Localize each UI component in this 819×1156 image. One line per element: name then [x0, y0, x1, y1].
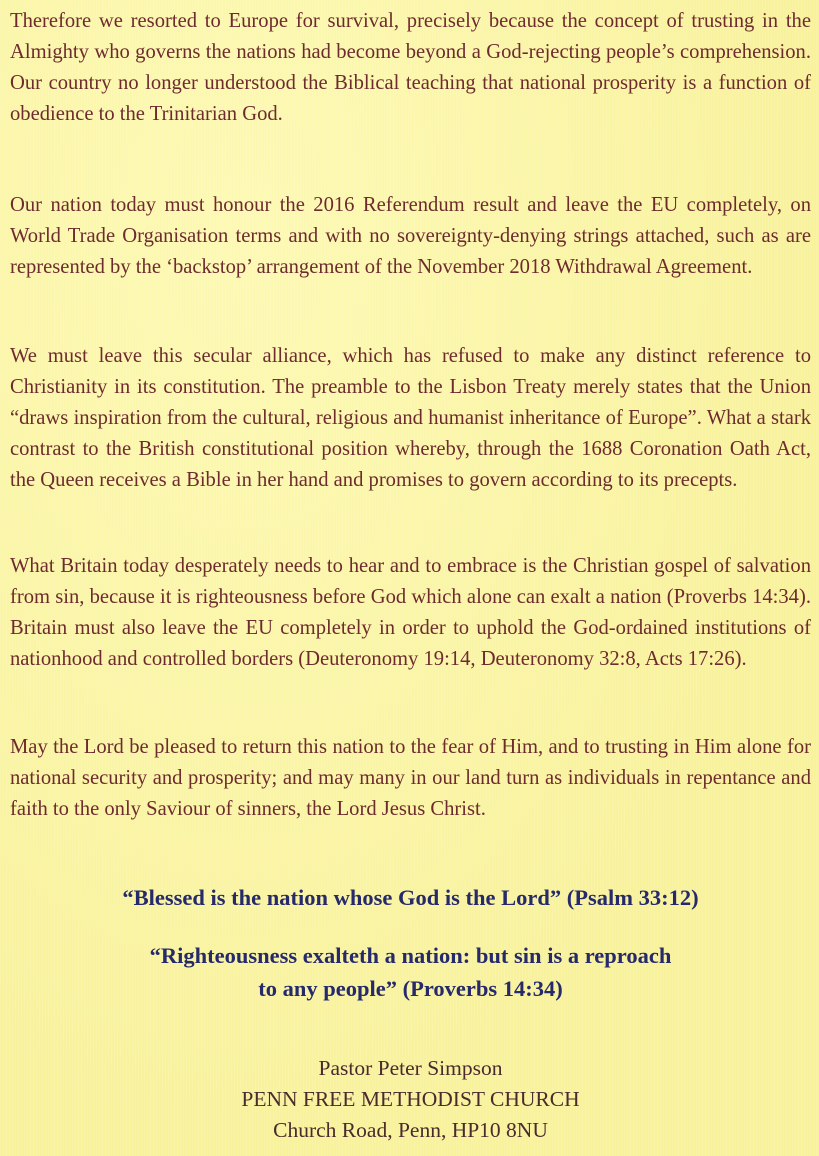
document-page	[10, 0, 811, 1156]
paragraph-3: We must leave this secular alliance, which has refused to make any distinct reference to Christianity in its constitution. The preamble to the Lisbon Treaty merely states that the Union “draws inspiration from the cultural, religious and humanist inheritance of Europe”. What a stark contrast to the British constitutional position whereby, through the 1688 Coronation Oath Act, the Queen receives a Bible in her hand and promises to govern according to its precepts.	[10, 345, 811, 491]
scripture-quote-proverbs-line-2: to any people” (Proverbs 14:34)	[258, 976, 563, 1001]
paragraph-5: May the Lord be pleased to return this nation to the fear of Him, and to trusting in Him alone for national security and prosperity; and may many in our land turn as individuals in repentance and faith to the only Saviour of sinners, the Lord Jesus Christ.	[10, 736, 811, 820]
paragraph-2: Our nation today must honour the 2016 Referendum result and leave the EU completely, on World Trade Organisation terms and with no sovereignty-denying strings attached, such as are represented by the ‘backstop’ arrangement of the November 2018 Withdrawal Agreement.	[10, 194, 811, 278]
scripture-quote-proverbs	[10, 939, 811, 1005]
pastor-name: Pastor Peter Simpson	[318, 1056, 503, 1080]
scripture-quote-proverbs-line-1: “Righteousness exalteth a nation: but sin is a reproach	[149, 943, 672, 968]
signature-block	[10, 1053, 811, 1146]
church-name: PENN FREE METHODIST CHURCH	[241, 1087, 580, 1111]
scripture-quote-psalm: “Blessed is the nation whose God is the Lord” (Psalm 33:12)	[122, 885, 699, 910]
paragraph-1: Therefore we resorted to Europe for survival, precisely because the concept of trusting in the Almighty who governs the nations had become beyond a God-rejecting people’s comprehension. Our country no longer understood the Biblical teaching that national prosperity is a function of obedience to the Trinitarian God.	[10, 10, 811, 125]
paragraph-4: What Britain today desperately needs to hear and to embrace is the Christian gospel of salvation from sin, because it is righteousness before God which alone can exalt a nation (Proverbs 14:34). Britain must also leave the EU completely in order to uphold the God-ordained institutions of nationhood and controlled borders (Deuteronomy 19:14, Deuteronomy 32:8, Acts 17:26).	[10, 555, 811, 670]
church-address: Church Road, Penn, HP10 8NU	[273, 1118, 548, 1142]
